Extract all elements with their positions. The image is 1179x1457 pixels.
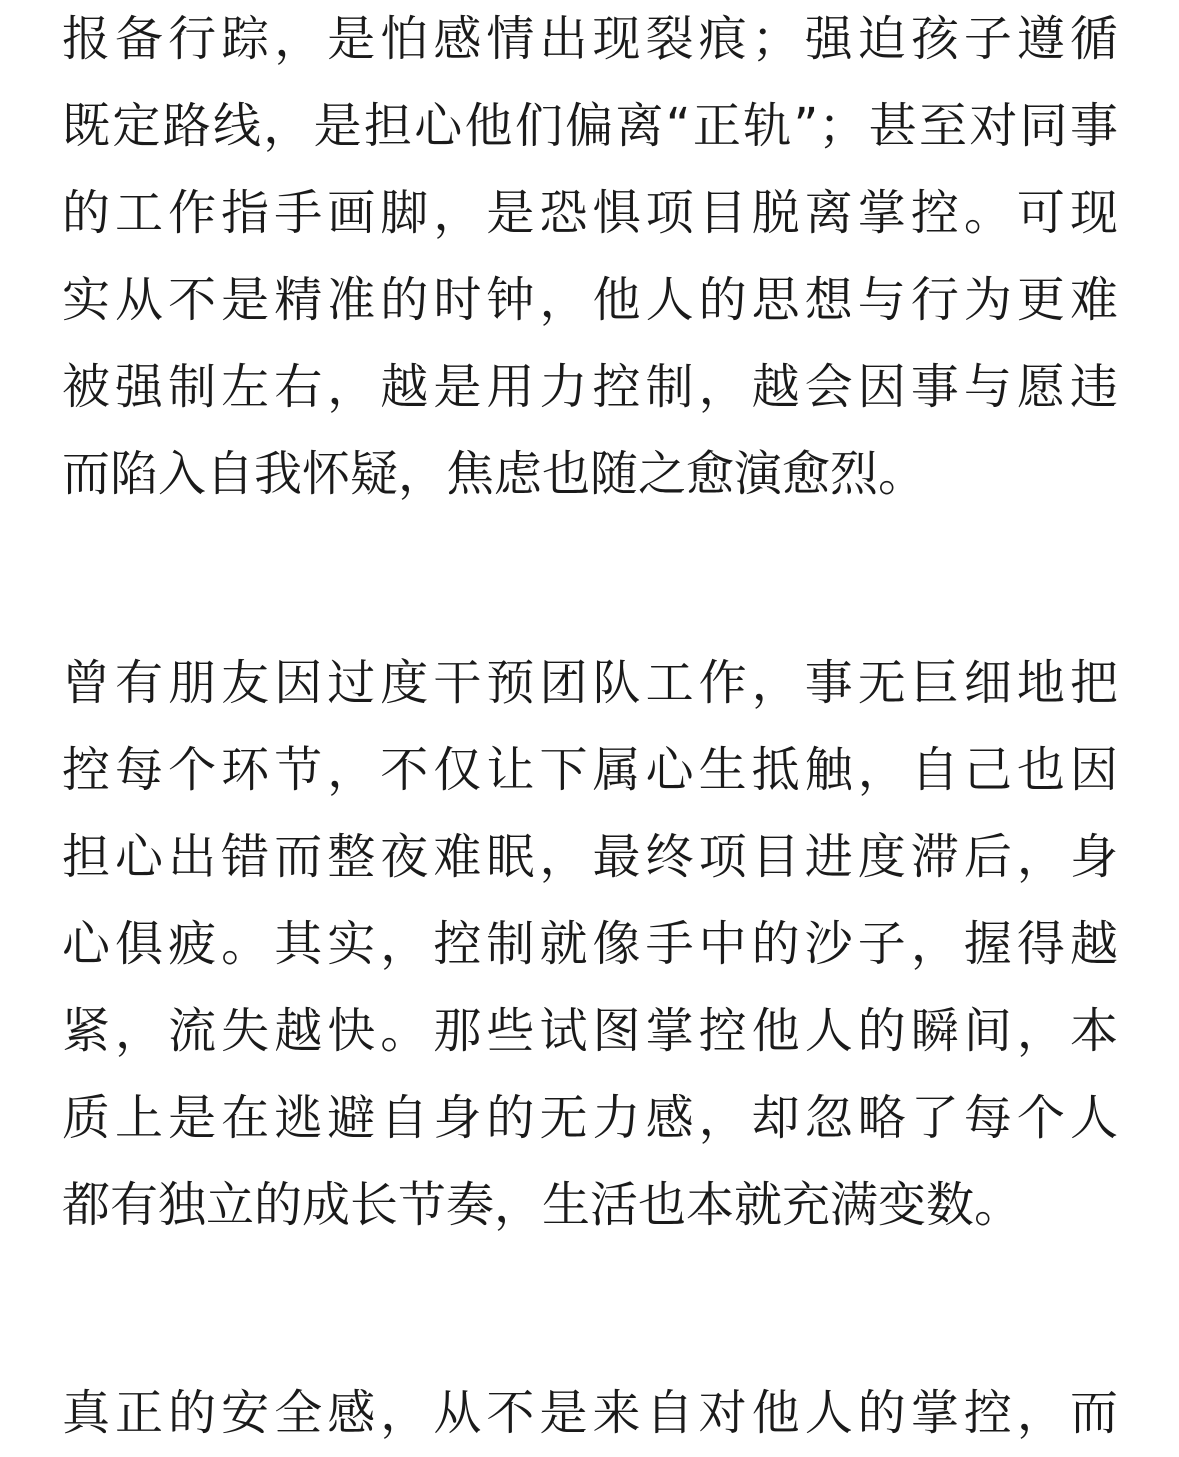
text-line: 担心出错而整夜难眠，最终项目进度滞后，身 — [62, 829, 1118, 885]
text-line: 曾有朋友因过度干预团队工作，事无巨细地把 — [62, 655, 1118, 711]
text-line: 心俱疲。其实，控制就像手中的沙子，握得越 — [62, 916, 1118, 972]
text-line: 质上是在逃避自身的无力感，却忽略了每个人 — [62, 1090, 1118, 1146]
paragraph-2 — [62, 640, 1118, 1249]
text-line: 被强制左右，越是用力控制，越会因事与愿违 — [62, 359, 1118, 415]
text-line: 实从不是精准的时钟，他人的思想与行为更难 — [62, 272, 1118, 328]
text-line: 都有独立的成长节奏，生活也本就充满变数。 — [62, 1177, 1023, 1233]
text-line: 的工作指手画脚，是恐惧项目脱离掌控。可现 — [62, 185, 1118, 241]
text-line: 既定路线，是担心他们偏离“正轨”；甚至对同事 — [62, 98, 1118, 154]
text-line: 而陷入自我怀疑，焦虑也随之愈演愈烈。 — [62, 446, 927, 502]
paragraph-1 — [62, 0, 1118, 518]
paragraph-3 — [62, 1370, 1118, 1457]
text-line: 真正的安全感，从不是来自对他人的掌控，而 — [62, 1385, 1118, 1441]
text-line: 紧，流失越快。那些试图掌控他人的瞬间，本 — [62, 1003, 1118, 1059]
text-line: 控每个环节，不仅让下属心生抵触，自己也因 — [62, 742, 1118, 798]
text-line: 报备行踪，是怕感情出现裂痕；强迫孩子遵循 — [62, 11, 1118, 67]
